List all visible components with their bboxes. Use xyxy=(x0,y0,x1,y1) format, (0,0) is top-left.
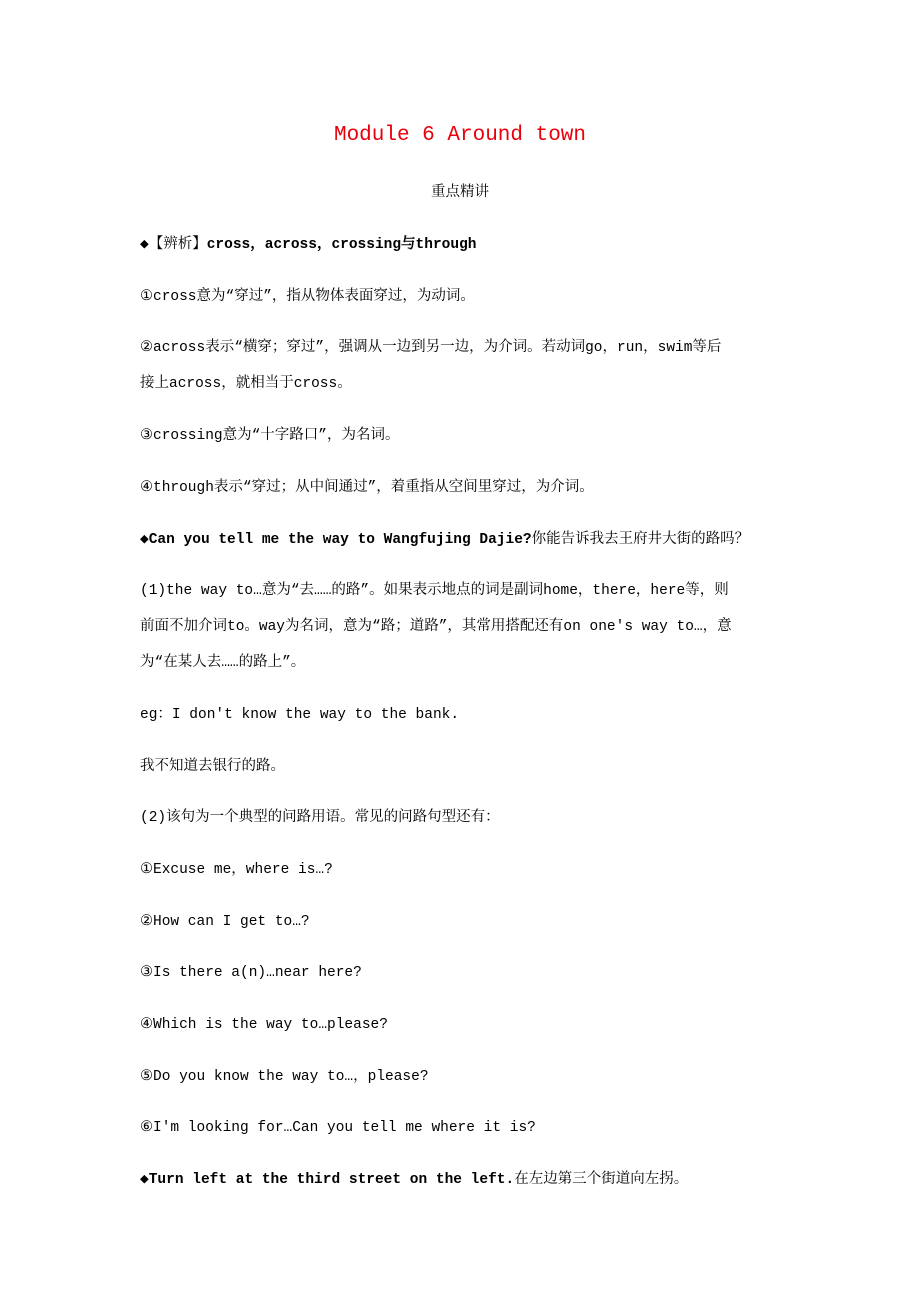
paragraph: 前面不加介词to。way为名词，意为“路；道路”，其常用搭配还有on one's way to…，意 xyxy=(140,619,732,635)
paragraph: 接上across，就相当于cross。 xyxy=(140,376,352,392)
heading-bold: ◆Turn left at the third street on the left. xyxy=(140,1172,515,1188)
paragraph: 为“在某人去……的路上”。 xyxy=(140,655,306,671)
list-item: ⑥I'm looking for…Can you tell me where it is? xyxy=(140,1120,536,1136)
list-item: ①Excuse me，where is…? xyxy=(140,862,333,878)
example-translation: 我不知道去银行的路。 xyxy=(140,759,285,775)
list-item: ②How can I get to…? xyxy=(140,914,310,930)
paragraph: ④through表示“穿过；从中间通过”，着重指从空间里穿过，为介词。 xyxy=(140,480,594,496)
paragraph: (2)该句为一个典型的问路用语。常见的问路句型还有： xyxy=(140,810,500,826)
heading-prefix: ◆【辨析】 xyxy=(140,237,207,253)
document-title: Module 6 Around town xyxy=(333,124,587,147)
paragraph: ③crossing意为“十字路口”，为名词。 xyxy=(140,428,400,444)
heading-cn: 在左边第三个街道向左拐。 xyxy=(514,1172,689,1188)
heading-bold: ◆Can you tell me the way to Wangfujing Dajie? xyxy=(140,532,532,548)
section-heading-way xyxy=(140,530,749,550)
heading-cn: 你能告诉我去王府井大街的路吗？ xyxy=(531,532,750,548)
heading-bold: cross，across，crossing与through xyxy=(206,237,477,253)
example: eg：I don't know the way to the bank. xyxy=(140,707,460,723)
paragraph: ②across表示“横穿；穿过”，强调从一边到另一边，为介词。若动词go，run，swim等后 xyxy=(140,340,722,356)
section-heading-turn-left xyxy=(140,1170,688,1190)
list-item: ④Which is the way to…please? xyxy=(140,1017,388,1033)
paragraph: (1)the way to…意为“去……的路”。如果表示地点的词是副词home，there，here等，则 xyxy=(140,583,729,599)
list-item: ⑤Do you know the way to…，please? xyxy=(140,1069,429,1085)
section-heading-cross xyxy=(140,235,476,255)
list-item: ③Is there a(n)…near here? xyxy=(140,965,362,981)
paragraph: ①cross意为“穿过”，指从物体表面穿过，为动词。 xyxy=(140,289,475,305)
document-subtitle: 重点精讲 xyxy=(431,185,489,201)
